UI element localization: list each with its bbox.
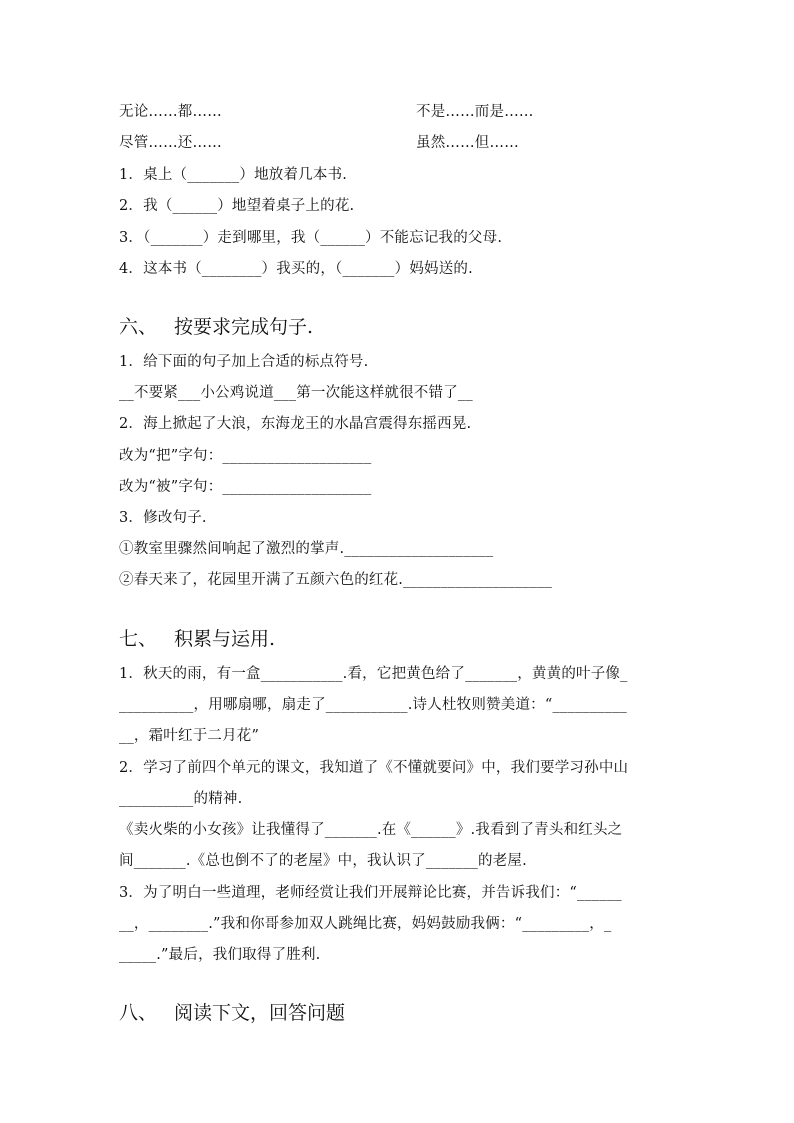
question-line: 改为“把”字句：____________________ bbox=[119, 448, 372, 464]
question-line: _____.”最后，我们取得了胜利. bbox=[119, 947, 321, 963]
question-line: 2．我（______）地望着桌子上的花. bbox=[119, 198, 355, 214]
question-line: 改为“被”字句：____________________ bbox=[119, 479, 372, 495]
conjunction-option: 不是……而是…… bbox=[416, 104, 534, 120]
question-line: ②春天来了，花园里开满了五颜六色的红花.____________________ bbox=[119, 572, 553, 588]
section-title: 阅读下文，回答问题 bbox=[174, 1002, 346, 1024]
conjunction-option: 尽管……还…… bbox=[119, 135, 222, 151]
question-line: __________的精神. bbox=[119, 791, 243, 807]
question-line: ①教室里骤然间响起了激烈的掌声.____________________ bbox=[119, 541, 494, 557]
question-line: 2．学习了前四个单元的课文，我知道了《不懂就要问》中，我们要学习孙中山 bbox=[119, 760, 629, 776]
question-line: 《卖火柴的小女孩》让我懂得了_______.在《______》.我看到了青头和红头之 bbox=[119, 822, 623, 838]
question-line: 1．给下面的句子加上合适的标点符号. bbox=[119, 354, 369, 370]
question-line: 1．桌上（_______）地放着几本书. bbox=[119, 167, 348, 183]
question-line: 2．海上掀起了大浪，东海龙王的水晶宫震得东摇西晃. bbox=[119, 416, 472, 432]
question-line: 3．为了明白一些道理，老师经赏让我们开展辩论比赛，并告诉我们：“______ bbox=[119, 885, 622, 901]
question-line: 间_______.《总也倒不了的老屋》中，我认识了_______的老屋. bbox=[119, 853, 527, 869]
question-line: 3．（_______）走到哪里，我（______）不能忘记我的父母. bbox=[119, 230, 503, 246]
question-line: __，________.”我和你哥参加双人跳绳比赛，妈妈鼓励我俩：“_________，_ bbox=[119, 916, 612, 932]
section-title: 积累与运用. bbox=[174, 628, 276, 650]
section-heading-8 bbox=[119, 1001, 345, 1025]
conjunction-row-2 bbox=[119, 133, 519, 153]
question-line: 1．秋天的雨，有一盒___________.看，它把黄色给了_______，黄黄的叶子像_ bbox=[119, 666, 628, 682]
conjunction-option: 虽然……但…… bbox=[416, 135, 519, 151]
question-line: __________，用哪扇哪，扇走了___________.诗人杜牧则赞美道：“__________ bbox=[119, 697, 627, 713]
section-heading-7 bbox=[119, 627, 275, 651]
section-heading-6 bbox=[119, 315, 313, 339]
question-line: __不要紧___小公鸡说道___第一次能这样就很不错了__ bbox=[119, 385, 473, 401]
question-line: 4．这本书（________）我买的，（_______）妈妈送的. bbox=[119, 261, 473, 277]
section-number: 八、 bbox=[119, 1002, 158, 1024]
question-line: 3．修改句子. bbox=[119, 510, 207, 526]
section-number: 七、 bbox=[119, 628, 158, 650]
section-title: 按要求完成句子. bbox=[174, 316, 314, 338]
section-number: 六、 bbox=[119, 316, 158, 338]
conjunction-row-1 bbox=[119, 102, 534, 122]
question-line: __，霜叶红于二月花” bbox=[119, 728, 260, 744]
conjunction-option: 无论……都…… bbox=[119, 104, 222, 120]
